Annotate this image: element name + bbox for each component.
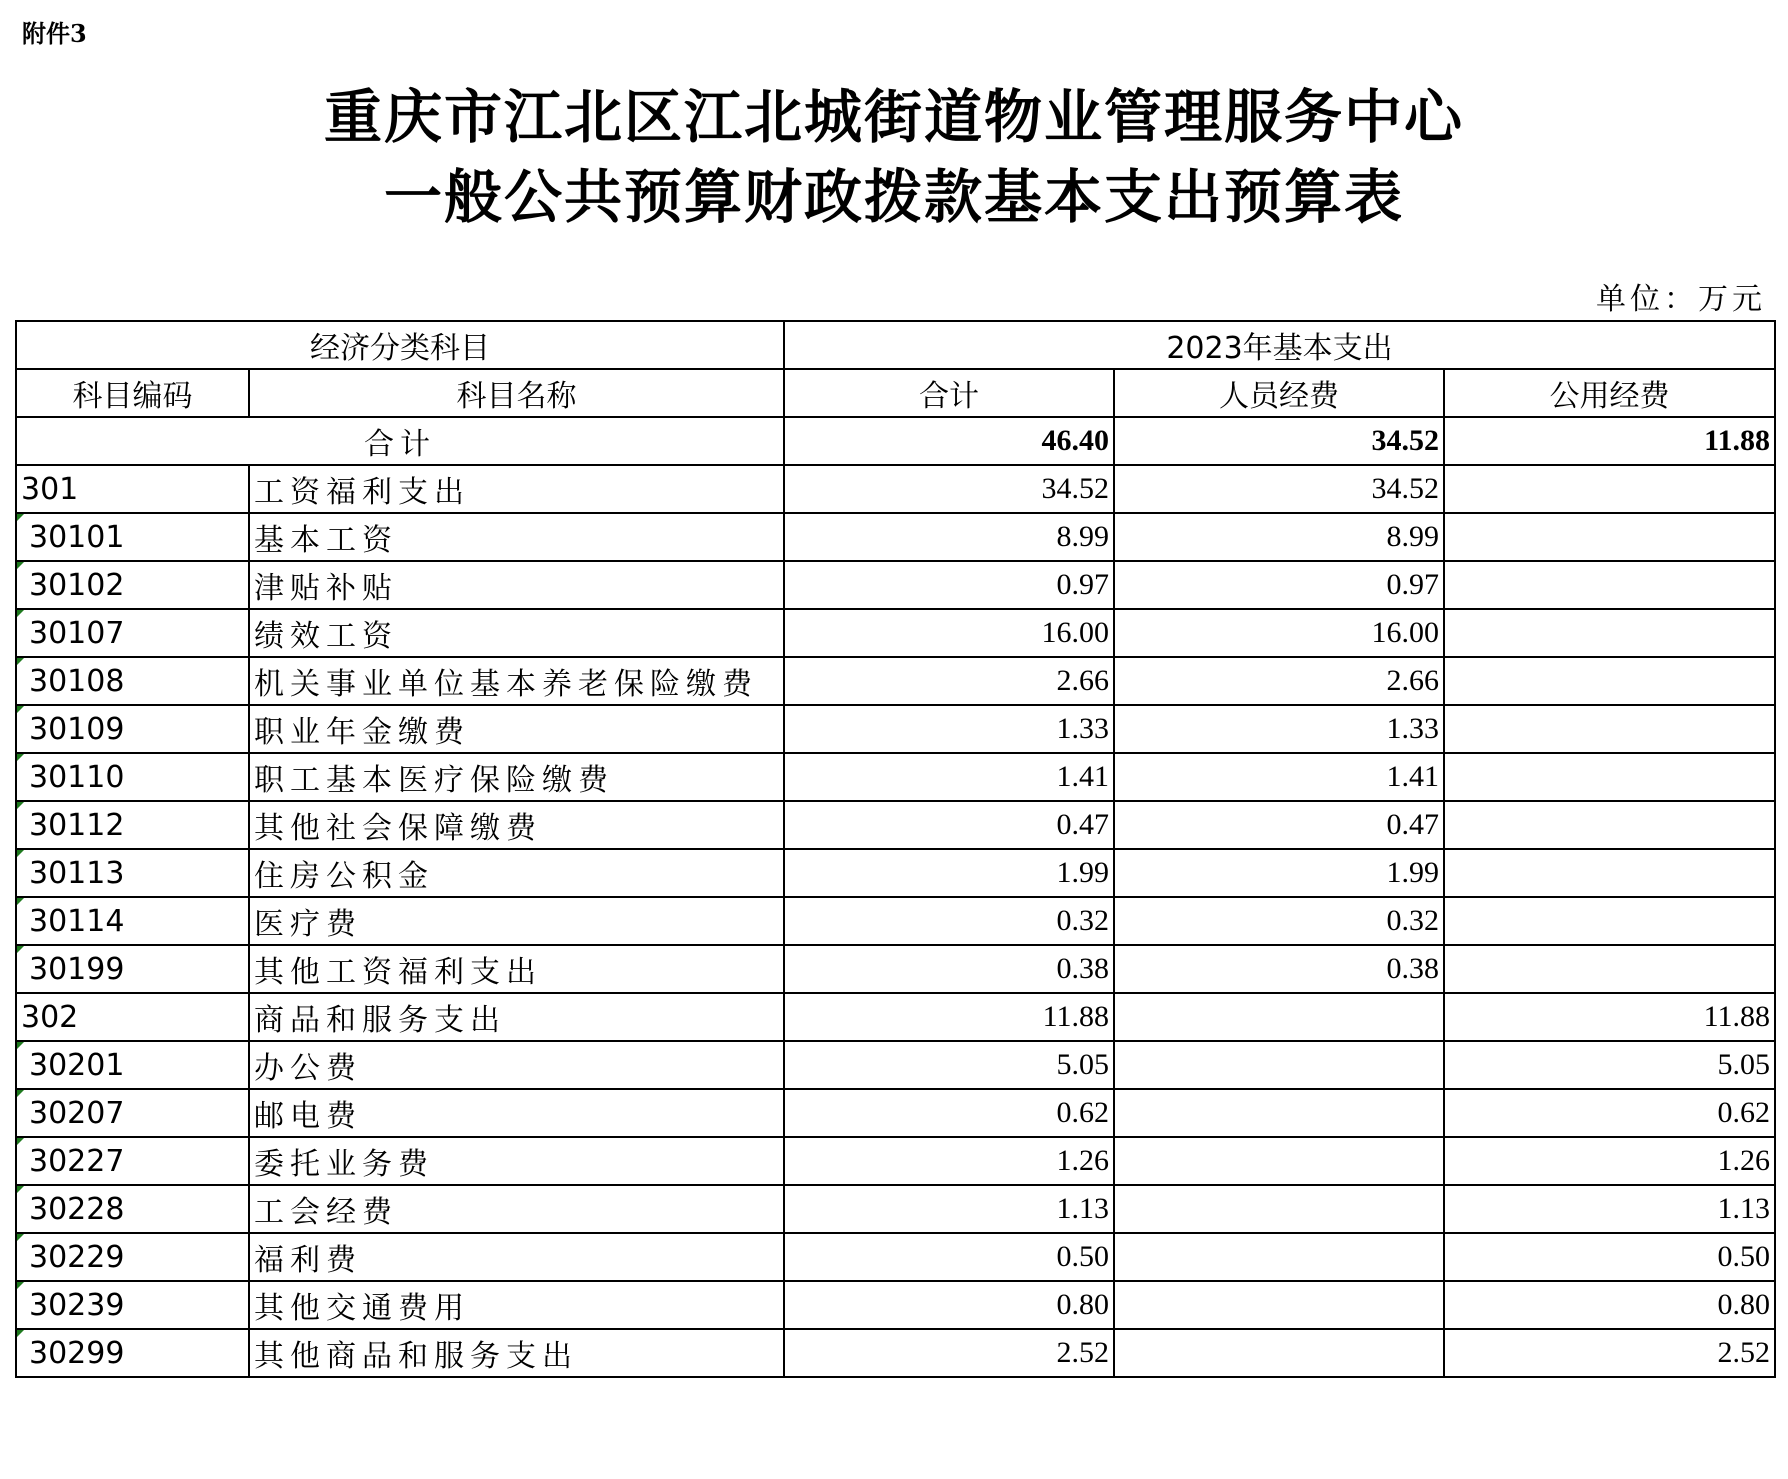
header-personnel: 人员经费 (1114, 369, 1444, 417)
table-row (16, 801, 1775, 849)
group-header-row (16, 321, 1775, 369)
budget-table (15, 320, 1776, 1378)
row-code: 30201 (16, 1041, 249, 1089)
row-name: 津贴补贴 (249, 561, 784, 609)
total-personnel: 34.52 (1114, 417, 1444, 465)
table-row (16, 1137, 1775, 1185)
row-personnel: 16.00 (1114, 609, 1444, 657)
row-public (1444, 465, 1775, 513)
row-code: 30227 (16, 1137, 249, 1185)
row-name: 住房公积金 (249, 849, 784, 897)
row-total: 8.99 (784, 513, 1114, 561)
row-code: 30228 (16, 1185, 249, 1233)
column-header-row (16, 369, 1775, 417)
header-total: 合计 (784, 369, 1114, 417)
table-row (16, 609, 1775, 657)
row-public (1444, 561, 1775, 609)
row-name: 其他交通费用 (249, 1281, 784, 1329)
row-personnel: 34.52 (1114, 465, 1444, 513)
row-total: 5.05 (784, 1041, 1114, 1089)
row-name: 其他社会保障缴费 (249, 801, 784, 849)
row-code: 30107 (16, 609, 249, 657)
table-row (16, 1329, 1775, 1377)
header-classification: 经济分类科目 (16, 321, 784, 369)
row-code: 30114 (16, 897, 249, 945)
row-public: 1.26 (1444, 1137, 1775, 1185)
row-code: 30108 (16, 657, 249, 705)
row-code: 30299 (16, 1329, 249, 1377)
header-year-expense: 2023年基本支出 (784, 321, 1775, 369)
row-personnel (1114, 1089, 1444, 1137)
row-public (1444, 609, 1775, 657)
page-title-line1: 重庆市江北区江北城街道物业管理服务中心 (323, 83, 1464, 151)
row-total: 2.52 (784, 1329, 1114, 1377)
row-code: 30112 (16, 801, 249, 849)
row-name: 办公费 (249, 1041, 784, 1089)
row-personnel (1114, 1233, 1444, 1281)
row-code: 30101 (16, 513, 249, 561)
page-title-line2: 一般公共预算财政拨款基本支出预算表 (383, 163, 1404, 231)
row-personnel (1114, 1137, 1444, 1185)
row-name: 委托业务费 (249, 1137, 784, 1185)
table-row (16, 945, 1775, 993)
row-personnel (1114, 993, 1444, 1041)
row-public: 0.62 (1444, 1089, 1775, 1137)
row-total: 0.50 (784, 1233, 1114, 1281)
row-personnel: 1.41 (1114, 753, 1444, 801)
row-public: 0.80 (1444, 1281, 1775, 1329)
row-personnel: 8.99 (1114, 513, 1444, 561)
row-total: 1.33 (784, 705, 1114, 753)
row-name: 绩效工资 (249, 609, 784, 657)
row-public (1444, 705, 1775, 753)
row-name: 机关事业单位基本养老保险缴费 (249, 657, 784, 705)
header-name: 科目名称 (249, 369, 784, 417)
row-name: 其他工资福利支出 (249, 945, 784, 993)
row-code: 301 (16, 465, 249, 513)
header-public: 公用经费 (1444, 369, 1775, 417)
row-code: 30110 (16, 753, 249, 801)
row-code: 30199 (16, 945, 249, 993)
table-row (16, 705, 1775, 753)
row-public (1444, 513, 1775, 561)
row-code: 30109 (16, 705, 249, 753)
row-public (1444, 897, 1775, 945)
row-name: 职业年金缴费 (249, 705, 784, 753)
row-total: 1.13 (784, 1185, 1114, 1233)
row-personnel (1114, 1041, 1444, 1089)
row-personnel (1114, 1185, 1444, 1233)
row-code: 30102 (16, 561, 249, 609)
row-total: 1.26 (784, 1137, 1114, 1185)
total-row (16, 417, 1775, 465)
total-public: 11.88 (1444, 417, 1775, 465)
row-public: 5.05 (1444, 1041, 1775, 1089)
attachment-label: 附件3 (22, 19, 87, 48)
row-public: 1.13 (1444, 1185, 1775, 1233)
row-code: 30113 (16, 849, 249, 897)
row-public: 2.52 (1444, 1329, 1775, 1377)
row-name: 职工基本医疗保险缴费 (249, 753, 784, 801)
table-row (16, 753, 1775, 801)
row-total: 1.41 (784, 753, 1114, 801)
table-row (16, 657, 1775, 705)
table-row (16, 561, 1775, 609)
table-row (16, 849, 1775, 897)
row-personnel: 0.97 (1114, 561, 1444, 609)
table-row (16, 1281, 1775, 1329)
row-total: 0.32 (784, 897, 1114, 945)
header-code: 科目编码 (16, 369, 249, 417)
table-row (16, 513, 1775, 561)
row-total: 0.47 (784, 801, 1114, 849)
row-total: 34.52 (784, 465, 1114, 513)
row-name: 基本工资 (249, 513, 784, 561)
total-sum: 46.40 (784, 417, 1114, 465)
row-personnel: 2.66 (1114, 657, 1444, 705)
row-personnel: 1.99 (1114, 849, 1444, 897)
row-name: 邮电费 (249, 1089, 784, 1137)
table-row (16, 897, 1775, 945)
row-personnel (1114, 1329, 1444, 1377)
row-personnel (1114, 1281, 1444, 1329)
row-total: 16.00 (784, 609, 1114, 657)
row-total: 0.38 (784, 945, 1114, 993)
row-total: 0.62 (784, 1089, 1114, 1137)
row-total: 11.88 (784, 993, 1114, 1041)
table-row (16, 465, 1775, 513)
row-name: 医疗费 (249, 897, 784, 945)
table-row (16, 1089, 1775, 1137)
row-personnel: 0.38 (1114, 945, 1444, 993)
row-public (1444, 753, 1775, 801)
row-name: 商品和服务支出 (249, 993, 784, 1041)
row-code: 30239 (16, 1281, 249, 1329)
row-public (1444, 945, 1775, 993)
row-name: 工资福利支出 (249, 465, 784, 513)
row-public (1444, 801, 1775, 849)
table-row (16, 1185, 1775, 1233)
row-personnel: 0.32 (1114, 897, 1444, 945)
row-personnel: 0.47 (1114, 801, 1444, 849)
table-row (16, 1233, 1775, 1281)
table-row (16, 993, 1775, 1041)
row-public (1444, 657, 1775, 705)
row-total: 1.99 (784, 849, 1114, 897)
row-total: 0.97 (784, 561, 1114, 609)
table-row (16, 1041, 1775, 1089)
row-code: 302 (16, 993, 249, 1041)
row-name: 工会经费 (249, 1185, 784, 1233)
row-code: 30229 (16, 1233, 249, 1281)
unit-label: 单位：万元 (1596, 282, 1766, 317)
row-public: 0.50 (1444, 1233, 1775, 1281)
row-name: 福利费 (249, 1233, 784, 1281)
row-public (1444, 849, 1775, 897)
total-label: 合计 (16, 417, 784, 465)
row-total: 0.80 (784, 1281, 1114, 1329)
row-code: 30207 (16, 1089, 249, 1137)
row-public: 11.88 (1444, 993, 1775, 1041)
row-total: 2.66 (784, 657, 1114, 705)
row-personnel: 1.33 (1114, 705, 1444, 753)
row-name: 其他商品和服务支出 (249, 1329, 784, 1377)
